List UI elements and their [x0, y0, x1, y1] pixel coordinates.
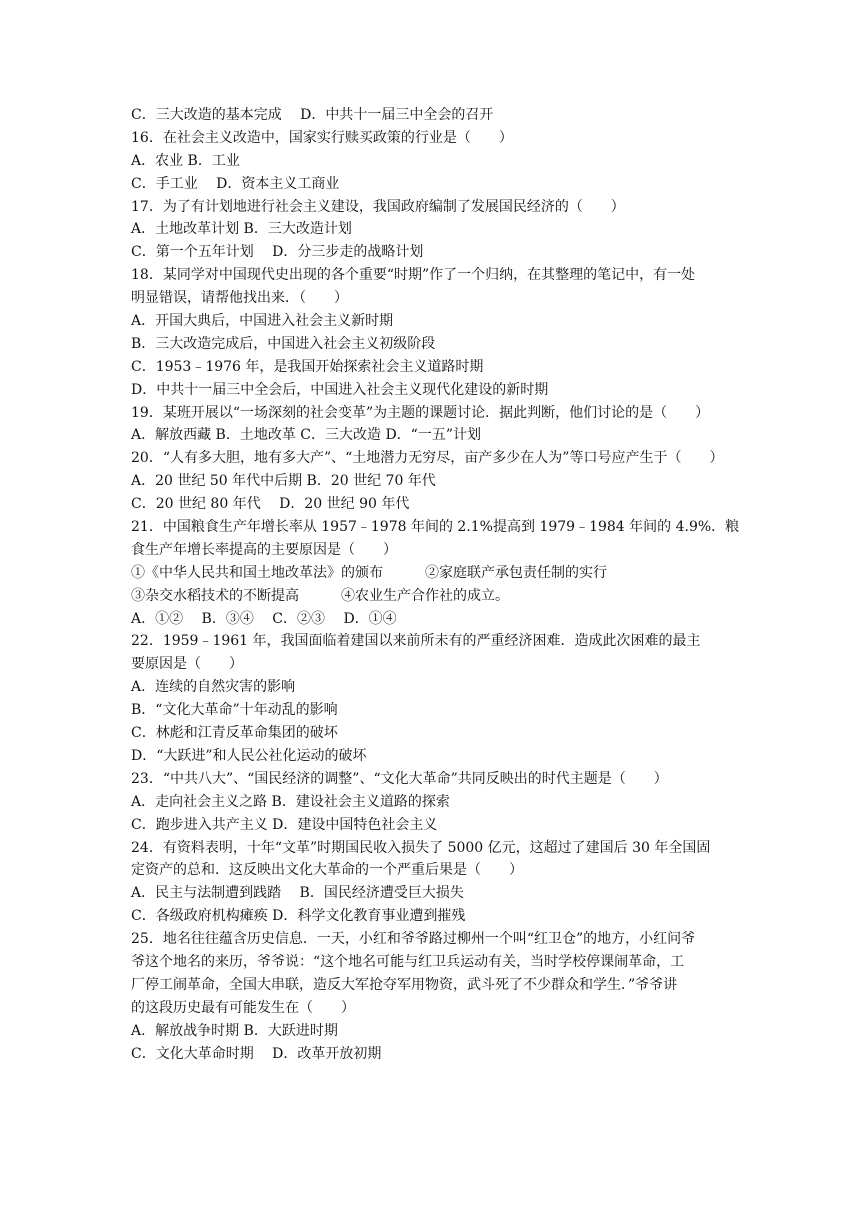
text-line: 食生产年增长率提高的主要原因是（ ） [131, 541, 397, 558]
text-line: A．解放西藏 B．土地改革 C．三大改造 D．“一五”计划 [131, 427, 481, 444]
text-line: ③杂交水稻技术的不断提高 ④农业生产合作社的成立。 [131, 587, 509, 604]
text-line: 21．中国粮食生产年增长率从 1957﹣1978 年间的 2.1%提高到 1979﹣1984 年间的 4.9%．粮 [131, 519, 740, 536]
text-line: 24．有资料表明，十年“文革”时期国民收入损失了 5000 亿元，这超过了建国后 30 年全国固 [131, 839, 711, 856]
text-line: 的这段历史最有可能发生在（ ） [131, 999, 355, 1016]
text-line: A．解放战争时期 B．大跃进时期 [131, 1022, 338, 1039]
text-line: A．①② B．③④ C．②③ D．①④ [131, 610, 397, 627]
text-line: D．中共十一届三中全会后，中国进入社会主义现代化建设的新时期 [131, 381, 549, 398]
text-line: 定资产的总和．这反映出文化大革命的一个严重后果是（ ） [131, 862, 523, 879]
text-line: 22．1959﹣1961 年，我国面临着建国以来前所未有的严重经济困难．造成此次困难的最主 [131, 633, 701, 650]
text-line: 厂停工闹革命，全国大串联，造反大军抢夺军用物资，武斗死了不少群众和学生．”爷爷讲 [131, 976, 678, 993]
text-line: C．手工业 D．资本主义工商业 [131, 175, 340, 192]
text-line: B．三大改造完成后，中国进入社会主义初级阶段 [131, 335, 436, 352]
text-line: A．民主与法制遭到践踏 B．国民经济遭受巨大损失 [131, 885, 464, 902]
question-text-block [131, 104, 740, 1065]
text-line: ①《中华人民共和国土地改革法》的颁布 ②家庭联产承包责任制的实行 [131, 564, 607, 581]
text-line: C．三大改造的基本完成 D．中共十一届三中全会的召开 [131, 107, 494, 123]
text-line: A．土地改革计划 B．三大改造计划 [131, 221, 352, 238]
text-line: C．20 世纪 80 年代 D．20 世纪 90 年代 [131, 496, 410, 513]
text-line: 明显错误，请帮他找出来．（ ） [131, 290, 348, 307]
text-line: C．1953﹣1976 年，是我国开始探索社会主义道路时期 [131, 358, 484, 375]
text-line: A．开国大典后，中国进入社会主义新时期 [131, 313, 394, 330]
text-line: C．第一个五年计划 D．分三步走的战略计划 [131, 244, 424, 261]
text-line: 25．地名往往蕴含历史信息．一天，小红和爷爷路过柳州一个叫“红卫仓”的地方，小红问爷 [131, 931, 696, 948]
text-line: 16．在社会主义改造中，国家实行赎买政策的行业是（ ） [131, 129, 513, 146]
text-line: 19．某班开展以“一场深刻的社会变革”为主题的课题讨论．据此判断，他们讨论的是（ ） [131, 404, 710, 421]
text-line: C．各级政府机构瘫痪 D．科学文化教育事业遭到摧残 [131, 908, 466, 925]
text-line: C．文化大革命时期 D．改革开放初期 [131, 1045, 382, 1062]
text-line: D．“大跃进”和人民公社化运动的破坏 [131, 747, 367, 764]
text-line: A．20 世纪 50 年代中后期 B．20 世纪 70 年代 [131, 473, 436, 490]
text-line: C．跑步进入共产主义 D．建设中国特色社会主义 [131, 816, 438, 833]
text-line: A．连续的自然灾害的影响 [131, 679, 296, 696]
text-line: C．林彪和江青反革命集团的破坏 [131, 725, 338, 742]
text-line: 17．为了有计划地进行社会主义建设，我国政府编制了发展国民经济的（ ） [131, 198, 625, 215]
text-line: 23．“中共八大”、“国民经济的调整”、“文化大革命”共同反映出的时代主题是（ ） [131, 770, 668, 787]
text-line: 20．“人有多大胆，地有多大产”、“土地潜力无穷尽，亩产多少在人为”等口号应产生于（ ） [131, 450, 724, 467]
text-line: B．“文化大革命”十年动乱的影响 [131, 702, 338, 719]
text-line: A．农业 B．工业 [131, 152, 240, 169]
text-line: 18．某同学对中国现代史出现的各个重要“时期”作了一个归纳，在其整理的笔记中，有一处 [131, 267, 696, 284]
text-line: A．走向社会主义之路 B．建设社会主义道路的探索 [131, 793, 450, 810]
text-line: 要原因是（ ） [131, 656, 243, 673]
text-line: 爷这个地名的来历，爷爷说：“这个地名可能与红卫兵运动有关，当时学校停课闹革命，工 [131, 953, 685, 970]
